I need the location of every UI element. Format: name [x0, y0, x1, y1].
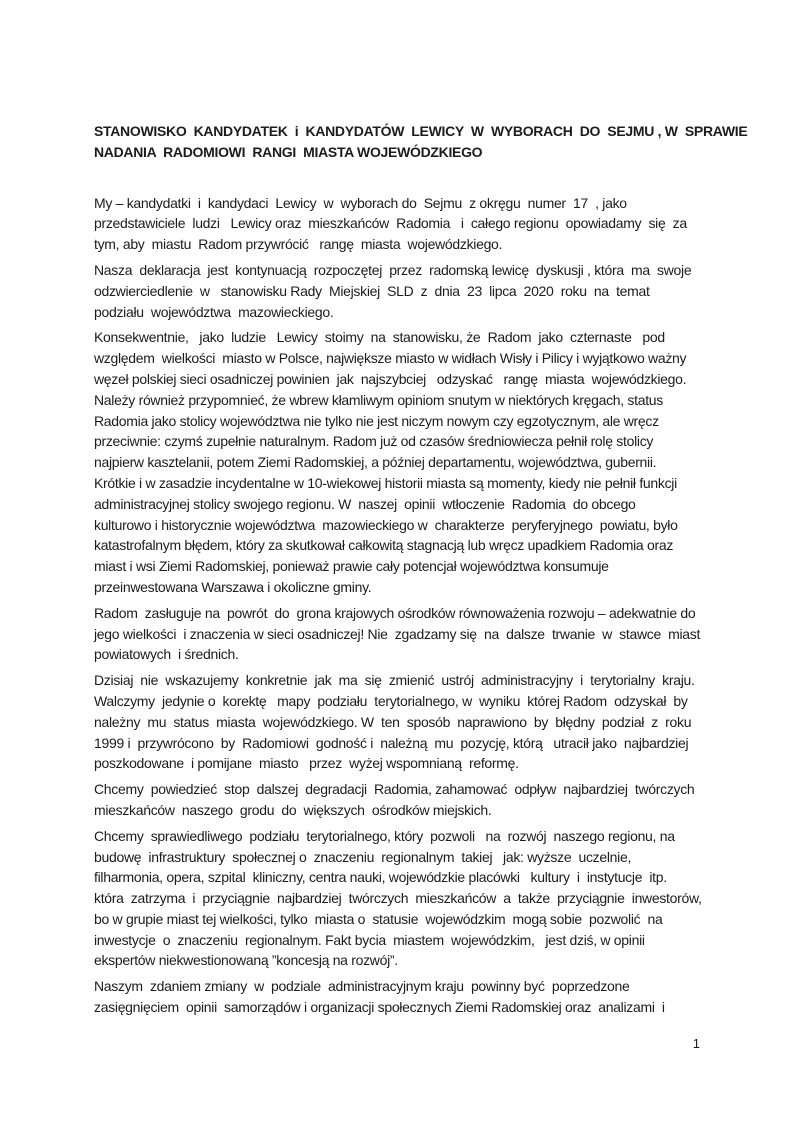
paragraph — [94, 826, 744, 972]
text-line: względem wielkości miasto w Polsce, największe miasto w widłach Wisły i Pilicy i wyjątkowo ważny — [94, 350, 687, 367]
text-line: mieszkańców naszego grodu do większych ośrodków miejskich. — [94, 801, 492, 818]
text-line: tym, aby miastu Radom przywrócić rangę miasta wojewódzkiego. — [94, 236, 503, 253]
text-line: budowę infrastruktury społecznej o znaczeniu regionalnym takiej jak: wyższe uczelnie, — [94, 848, 632, 865]
text-line: przedstawiciele ludzi Lewicy oraz mieszkańców Radomia i całego regionu opowiadamy się za — [94, 215, 687, 232]
text-line: Radom zasługuje na powrót do grona krajowych ośrodków równoważenia rozwoju – adekwatnie do — [94, 604, 696, 621]
title-line: STANOWISKO KANDYDATEK i KANDYDATÓW LEWICY W WYBORACH DO SEJMU , W SPRAWIE — [94, 123, 748, 139]
text-line: Walczymy jedynie o korektę mapy podziału terytorialnego, w wyniku której Radom odzyskał by — [94, 692, 688, 709]
text-line: Należy również przypomnieć, że wbrew kłamliwym opiniom snutym w niektórych kręgach, status — [94, 391, 663, 408]
text-line: miast i wsi Ziemi Radomskiej, ponieważ prawie cały potencjał województwa konsumuje — [94, 558, 609, 575]
text-line: węzeł polskiej sieci osadniczej powinien jak najszybciej odzyskać rangę miasta wojewódzkiego. — [94, 370, 687, 387]
text-line: bo w grupie miast tej wielkości, tylko miasta o statusie wojewódzkim mogą sobie pozwolić na — [94, 910, 663, 927]
text-line: Naszym zdaniem zmiany w podziale administracyjnym kraju powinny być poprzedzone — [94, 978, 630, 995]
paragraph — [94, 779, 744, 821]
text-line: powiatowych i średnich. — [94, 646, 239, 663]
text-line: Dzisiaj nie wskazujemy konkretnie jak ma się zmienić ustrój administracyjny i terytorialny kraju. — [94, 672, 695, 689]
text-line: jego wielkości i znaczenia w sieci osadniczej! Nie zgadzamy się na dalsze trwanie w stawce miast — [94, 625, 701, 642]
text-line: Krótkie i w zasadzie incydentalne w 10-wiekowej historii miasta są momenty, kiedy nie pełnił funkcji — [94, 474, 677, 491]
text-line: poszkodowane i pomijane miasto przez wyżej wspomnianą reformę. — [94, 755, 519, 772]
text-line: 1999 i przywrócono by Radomiowi godność i należną mu pozycję, którą utracił jako najbardziej — [94, 734, 689, 751]
paragraph — [94, 603, 744, 665]
text-line: Konsekwentnie, jako ludzie Lewicy stoimy na stanowisku, że Radom jako czternaste pod — [94, 329, 665, 346]
paragraph — [94, 260, 744, 322]
paragraph — [94, 976, 744, 1018]
text-line: która zatrzyma i przyciągnie najbardziej twórczych mieszkańców a także przyciągnie inwestorów, — [94, 890, 702, 907]
document-content — [94, 121, 748, 1023]
document-body — [94, 193, 744, 1018]
paragraph — [94, 670, 744, 774]
text-line: Radomia jako stolicy województwa nie tylko nie jest niczym nowym czy egzotycznym, ale wręcz — [94, 412, 659, 429]
text-line: zasięgnięciem opinii samorządów i organizacji społecznych Ziemi Radomskiej oraz analizami i — [94, 999, 665, 1016]
text-line: My – kandydatki i kandydaci Lewicy w wyborach do Sejmu z okręgu numer 17 , jako — [94, 194, 627, 211]
text-line: najpierw kasztelanii, potem Ziemi Radomskiej, a później departamentu, województwa, gubernii. — [94, 454, 657, 471]
text-line: Nasza deklaracja jest kontynuacją rozpoczętej przez radomską lewicę dyskusji , która ma swoje — [94, 261, 692, 278]
text-line: odzwierciedlenie w stanowisku Rady Miejskiej SLD z dnia 23 lipca 2020 roku na temat — [94, 282, 650, 299]
text-line: należny mu status miasta wojewódzkiego. W ten sposób naprawiono by błędny podział z roku — [94, 713, 692, 730]
text-line: kulturowo i historycznie województwa mazowieckiego w charakterze peryferyjnego powiatu, było — [94, 516, 678, 533]
paragraph — [94, 327, 744, 597]
text-line: katastrofalnym błędem, który za skutkował całkowitą stagnacją lub wręcz upadkiem Radomia oraz — [94, 537, 674, 554]
text-line: inwestycje o znaczeniu regionalnym. Fakt bycia miastem wojewódzkim, jest dziś, w opinii — [94, 931, 645, 948]
text-line: administracyjnej stolicy swojego regionu. W naszej opinii wtłoczenie Radomia do obcego — [94, 495, 636, 512]
text-line: Chcemy sprawiedliwego podziału terytorialnego, który pozwoli na rozwój naszego regionu, na — [94, 827, 675, 844]
document-title — [94, 121, 748, 163]
text-line: filharmonia, opera, szpital kliniczny, centra nauki, wojewódzkie placówki kultury i instytucje itp. — [94, 869, 667, 886]
title-line: NADANIA RADOMIOWI RANGI MIASTA WOJEWÓDZKIEGO — [94, 143, 483, 160]
text-line: podziału województwa mazowieckiego. — [94, 303, 334, 320]
text-line: przeinwestowana Warszawa i okoliczne gminy. — [94, 578, 372, 595]
text-line: ekspertów niekwestionowaną ”koncesją na rozwój”. — [94, 952, 398, 969]
paragraph — [94, 193, 744, 255]
text-line: przeciwnie: czymś zupełnie naturalnym. Radom już od czasów średniowiecza pełnił rolę stolicy — [94, 433, 654, 450]
page-number: 1 — [692, 1036, 700, 1051]
text-line: Chcemy powiedzieć stop dalszej degradacji Radomia, zahamować odpływ najbardziej twórczych — [94, 781, 695, 798]
